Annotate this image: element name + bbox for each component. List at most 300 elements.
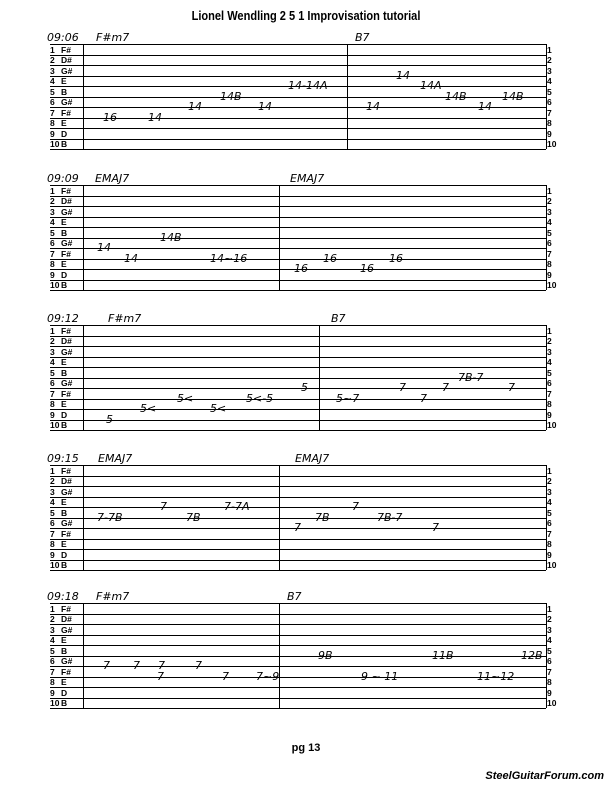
string-note: G# (61, 97, 73, 107)
string-note: E (61, 399, 67, 409)
string-note: B (61, 139, 68, 149)
string-label (50, 476, 82, 487)
string-label (50, 186, 82, 197)
tab-system (0, 171, 612, 299)
string-note: F# (61, 107, 71, 118)
tab-note: 16 (103, 110, 117, 124)
string-label (50, 646, 82, 657)
string-number: 1 (50, 44, 55, 55)
chord-label: EMAJ7 (290, 172, 325, 185)
string-number-right: 10 (547, 280, 557, 290)
tab-note: 7B-7 (458, 370, 484, 384)
staff-line (50, 409, 546, 410)
tab-note: 7 (222, 669, 229, 683)
staff-line (50, 97, 546, 98)
string-number: 1 (50, 185, 55, 196)
string-note: F# (61, 185, 71, 196)
string-number: 5 (50, 507, 55, 518)
staff-line (50, 206, 546, 207)
site-watermark: SteelGuitarForum.com (485, 770, 604, 782)
string-note: G# (61, 378, 73, 388)
tab-note: 16 (294, 261, 308, 275)
bar-line (319, 325, 320, 431)
string-number: 6 (50, 518, 55, 528)
string-number-right: 1 (547, 603, 552, 614)
tab-note: 14 (148, 110, 162, 124)
tab-note: 11~12 (477, 669, 515, 683)
string-number-right: 6 (547, 656, 552, 666)
string-label (50, 378, 82, 389)
staff-line (50, 635, 546, 636)
string-number-right: 9 (547, 687, 552, 698)
string-number-right: 2 (547, 196, 552, 206)
string-number: 10 (50, 698, 60, 708)
string-number-right: 8 (547, 118, 552, 128)
string-number: 9 (50, 409, 55, 420)
string-number-right: 9 (547, 269, 552, 280)
staff-line (50, 217, 546, 218)
staff-line (50, 677, 546, 678)
string-note: G# (61, 624, 73, 635)
string-note: D (61, 128, 68, 139)
string-note: D (61, 269, 68, 280)
bar-line (347, 44, 348, 150)
string-number: 6 (50, 97, 55, 107)
chord-label: EMAJ7 (95, 172, 130, 185)
tab-system (0, 589, 612, 717)
string-note: E (61, 76, 67, 86)
string-label (50, 238, 82, 249)
string-number: 8 (50, 399, 55, 409)
string-number-right: 6 (547, 238, 552, 248)
string-note: G# (61, 238, 73, 248)
string-label (50, 347, 82, 358)
staff-line (50, 570, 546, 571)
string-number-right: 10 (547, 560, 557, 570)
staff-line (50, 388, 546, 389)
string-label (50, 656, 82, 667)
string-note: B (61, 560, 68, 570)
staff-line (50, 656, 546, 657)
tab-note: 7 (442, 380, 449, 394)
string-note: B (61, 420, 68, 430)
string-number: 2 (50, 196, 55, 206)
string-note: D# (61, 614, 72, 624)
string-note: G# (61, 656, 73, 666)
chord-label: B7 (331, 312, 346, 325)
staff-line (50, 560, 546, 561)
string-label (50, 326, 82, 337)
tab-note: 9 ~ 11 (361, 669, 399, 683)
string-note: D (61, 549, 68, 560)
string-number: 5 (50, 227, 55, 238)
string-label (50, 550, 82, 561)
string-label (50, 625, 82, 636)
string-note: E (61, 217, 67, 227)
string-label (50, 420, 82, 431)
tab-note: 7-7A (224, 499, 250, 513)
string-number-right: 3 (547, 206, 552, 217)
string-label (50, 508, 82, 519)
staff-line (50, 248, 546, 249)
string-note: E (61, 357, 67, 367)
string-note: E (61, 118, 67, 128)
string-number-right: 3 (547, 624, 552, 635)
string-note: F# (61, 666, 71, 677)
string-label (50, 368, 82, 379)
tab-note: 14B (160, 230, 182, 244)
string-number-right: 8 (547, 399, 552, 409)
tab-note: 14B (445, 89, 467, 103)
string-label (50, 270, 82, 281)
staff-line (50, 614, 546, 615)
string-number: 4 (50, 217, 55, 227)
tab-note: 7 (195, 658, 202, 672)
tab-note: 14A (420, 78, 442, 92)
page-number: pg 13 (291, 742, 321, 754)
staff-line (50, 149, 546, 150)
string-number: 8 (50, 539, 55, 549)
string-note: E (61, 677, 67, 687)
string-number: 6 (50, 238, 55, 248)
string-number: 9 (50, 269, 55, 280)
tab-note: 7 (352, 499, 359, 513)
tab-note: 9B (318, 648, 333, 662)
bar-line (279, 603, 280, 709)
tab-note: 14 (188, 99, 202, 113)
string-label (50, 118, 82, 129)
string-label (50, 259, 82, 270)
string-label (50, 487, 82, 498)
string-number: 8 (50, 118, 55, 128)
tab-note: 5 (106, 412, 113, 426)
staff-line (50, 430, 546, 431)
string-note: E (61, 497, 67, 507)
staff-line (50, 507, 546, 508)
string-number: 5 (50, 86, 55, 97)
string-number-right: 5 (547, 645, 552, 656)
string-note: D (61, 687, 68, 698)
string-number-right: 7 (547, 248, 552, 259)
string-label (50, 560, 82, 571)
string-label (50, 677, 82, 688)
string-number-right: 6 (547, 97, 552, 107)
tab-note: 14 (366, 99, 380, 113)
string-number-right: 7 (547, 528, 552, 539)
string-note: B (61, 698, 68, 708)
page-title: Lionel Wendling 2 5 1 Improvisation tutorial (191, 8, 421, 23)
tab-note: 16 (389, 251, 403, 265)
tab-note: 14-14A (288, 78, 328, 92)
string-number: 5 (50, 645, 55, 656)
chord-label: F#m7 (96, 31, 130, 44)
timestamp: 09:12 (47, 312, 79, 325)
string-note: F# (61, 248, 71, 259)
tab-note: 5< (177, 391, 194, 405)
timestamp: 09:18 (47, 590, 79, 603)
chord-label: B7 (355, 31, 370, 44)
string-number: 4 (50, 635, 55, 645)
string-note: B (61, 86, 68, 97)
string-note: F# (61, 325, 71, 336)
string-number: 5 (50, 367, 55, 378)
string-number: 2 (50, 336, 55, 346)
string-number-right: 3 (547, 65, 552, 76)
string-number-right: 3 (547, 486, 552, 497)
string-label (50, 614, 82, 625)
string-number: 2 (50, 476, 55, 486)
string-number: 7 (50, 388, 55, 399)
chord-label: EMAJ7 (98, 452, 133, 465)
tab-note: 14B (502, 89, 524, 103)
string-number: 8 (50, 259, 55, 269)
string-number: 1 (50, 325, 55, 336)
staff-line (50, 539, 546, 540)
string-number-right: 1 (547, 325, 552, 336)
staff-line (50, 518, 546, 519)
string-label (50, 410, 82, 421)
string-number: 10 (50, 139, 60, 149)
string-label (50, 399, 82, 410)
tab-note: 5 (301, 380, 308, 394)
staff-line (50, 486, 546, 487)
staff-line (50, 687, 546, 688)
string-number: 3 (50, 65, 55, 76)
string-label (50, 389, 82, 400)
string-note: E (61, 635, 67, 645)
tab-note: 7~9 (256, 669, 280, 683)
string-label (50, 466, 82, 477)
string-label (50, 196, 82, 207)
staff-line (50, 107, 546, 108)
string-number-right: 5 (547, 507, 552, 518)
string-label (50, 539, 82, 550)
string-number: 3 (50, 206, 55, 217)
string-number-right: 2 (547, 476, 552, 486)
string-note: F# (61, 528, 71, 539)
string-number-right: 7 (547, 107, 552, 118)
string-note: G# (61, 346, 73, 357)
tab-note: 7B (186, 510, 201, 524)
string-label (50, 688, 82, 699)
string-number: 6 (50, 656, 55, 666)
staff-line (50, 65, 546, 66)
string-number-right: 8 (547, 539, 552, 549)
staff-line (50, 227, 546, 228)
staff-line (50, 238, 546, 239)
staff-line (50, 603, 546, 604)
tab-note: 16 (323, 251, 337, 265)
string-number-right: 6 (547, 518, 552, 528)
string-number-right: 9 (547, 128, 552, 139)
staff-line (50, 139, 546, 140)
string-number: 9 (50, 128, 55, 139)
tab-note: 12B (521, 648, 543, 662)
string-number-right: 1 (547, 44, 552, 55)
staff-line (50, 336, 546, 337)
string-number: 9 (50, 549, 55, 560)
string-note: B (61, 645, 68, 656)
bar-line (279, 465, 280, 571)
string-number: 10 (50, 280, 60, 290)
string-label (50, 280, 82, 291)
chord-label: B7 (287, 590, 302, 603)
string-number: 2 (50, 55, 55, 65)
string-number-right: 9 (547, 549, 552, 560)
string-number: 8 (50, 677, 55, 687)
string-note: D# (61, 336, 72, 346)
staff-line (50, 128, 546, 129)
string-number-right: 9 (547, 409, 552, 420)
string-number: 7 (50, 666, 55, 677)
string-number: 9 (50, 687, 55, 698)
staff-line (50, 290, 546, 291)
string-note: G# (61, 518, 73, 528)
tab-note: 14 (396, 68, 410, 82)
string-note: D (61, 409, 68, 420)
string-note: F# (61, 388, 71, 399)
tab-note: 5< (140, 401, 157, 415)
staff-line (50, 698, 546, 699)
tab-note: 7B-7 (377, 510, 403, 524)
string-label (50, 45, 82, 56)
string-note: B (61, 280, 68, 290)
staff-line (50, 549, 546, 550)
string-note: D# (61, 196, 72, 206)
tab-note: 7 (420, 391, 427, 405)
string-number-right: 5 (547, 367, 552, 378)
string-number: 4 (50, 76, 55, 86)
tab-note: 11B (432, 648, 454, 662)
string-number-right: 4 (547, 357, 552, 367)
string-number-right: 7 (547, 388, 552, 399)
string-number: 4 (50, 497, 55, 507)
string-number-right: 8 (547, 259, 552, 269)
string-number-right: 10 (547, 420, 557, 430)
string-note: F# (61, 44, 71, 55)
staff-line (50, 465, 546, 466)
string-number-right: 1 (547, 465, 552, 476)
string-note: F# (61, 465, 71, 476)
string-number-right: 4 (547, 76, 552, 86)
string-note: G# (61, 65, 73, 76)
staff-line (50, 196, 546, 197)
string-number-right: 5 (547, 227, 552, 238)
tab-system (0, 30, 612, 158)
string-label (50, 76, 82, 87)
string-number: 1 (50, 603, 55, 614)
staff-line (50, 645, 546, 646)
tab-note: 7 (158, 658, 165, 672)
staff-line (50, 325, 546, 326)
string-number: 3 (50, 624, 55, 635)
staff-line (50, 420, 546, 421)
tab-note: 14B (220, 89, 242, 103)
string-note: E (61, 539, 67, 549)
staff-line (50, 367, 546, 368)
string-label (50, 55, 82, 66)
timestamp: 09:15 (47, 452, 79, 465)
tab-note: 7-7B (97, 510, 123, 524)
tab-note: 7 (160, 499, 167, 513)
string-number-right: 2 (547, 336, 552, 346)
string-label (50, 87, 82, 98)
string-note: D# (61, 55, 72, 65)
string-label (50, 667, 82, 678)
string-number-right: 2 (547, 614, 552, 624)
tab-note: 14 (258, 99, 272, 113)
string-number-right: 6 (547, 378, 552, 388)
string-number: 7 (50, 107, 55, 118)
staff-line (50, 476, 546, 477)
timestamp: 09:06 (47, 31, 79, 44)
bar-line (279, 185, 280, 291)
string-number: 3 (50, 486, 55, 497)
tab-note: 14~16 (210, 251, 248, 265)
string-number: 3 (50, 346, 55, 357)
string-label (50, 518, 82, 529)
string-number-right: 1 (547, 185, 552, 196)
string-number-right: 4 (547, 635, 552, 645)
string-label (50, 139, 82, 150)
staff-line (50, 399, 546, 400)
tab-note: 7 (508, 380, 515, 394)
tab-system (0, 451, 612, 579)
string-label (50, 249, 82, 260)
string-note: B (61, 227, 68, 238)
string-label (50, 698, 82, 709)
staff-line (50, 185, 546, 186)
staff-line (50, 118, 546, 119)
string-label (50, 207, 82, 218)
string-number: 1 (50, 465, 55, 476)
string-number: 6 (50, 378, 55, 388)
string-label (50, 228, 82, 239)
string-label (50, 604, 82, 615)
tab-note: 7 (103, 658, 110, 672)
staff-line (50, 357, 546, 358)
string-label (50, 108, 82, 119)
tab-note: 7 (432, 520, 439, 534)
tab-note: 7B (315, 510, 330, 524)
string-number-right: 4 (547, 497, 552, 507)
string-label (50, 97, 82, 108)
string-number: 10 (50, 420, 60, 430)
string-number: 7 (50, 248, 55, 259)
string-note: F# (61, 603, 71, 614)
string-number: 7 (50, 528, 55, 539)
string-number-right: 7 (547, 666, 552, 677)
string-note: B (61, 367, 68, 378)
tab-note: 7 (399, 380, 406, 394)
string-label (50, 129, 82, 140)
staff-line (50, 624, 546, 625)
tab-note: 5~7 (336, 391, 360, 405)
string-note: E (61, 259, 67, 269)
string-number-right: 10 (547, 139, 557, 149)
tab-note: 5<-5 (246, 391, 274, 405)
staff-line (50, 44, 546, 45)
string-number: 2 (50, 614, 55, 624)
string-note: D# (61, 476, 72, 486)
string-note: B (61, 507, 68, 518)
string-number-right: 2 (547, 55, 552, 65)
string-label (50, 217, 82, 228)
tab-note: 7 (157, 669, 164, 683)
staff-line (50, 346, 546, 347)
string-label (50, 635, 82, 646)
tab-note: 14 (478, 99, 492, 113)
